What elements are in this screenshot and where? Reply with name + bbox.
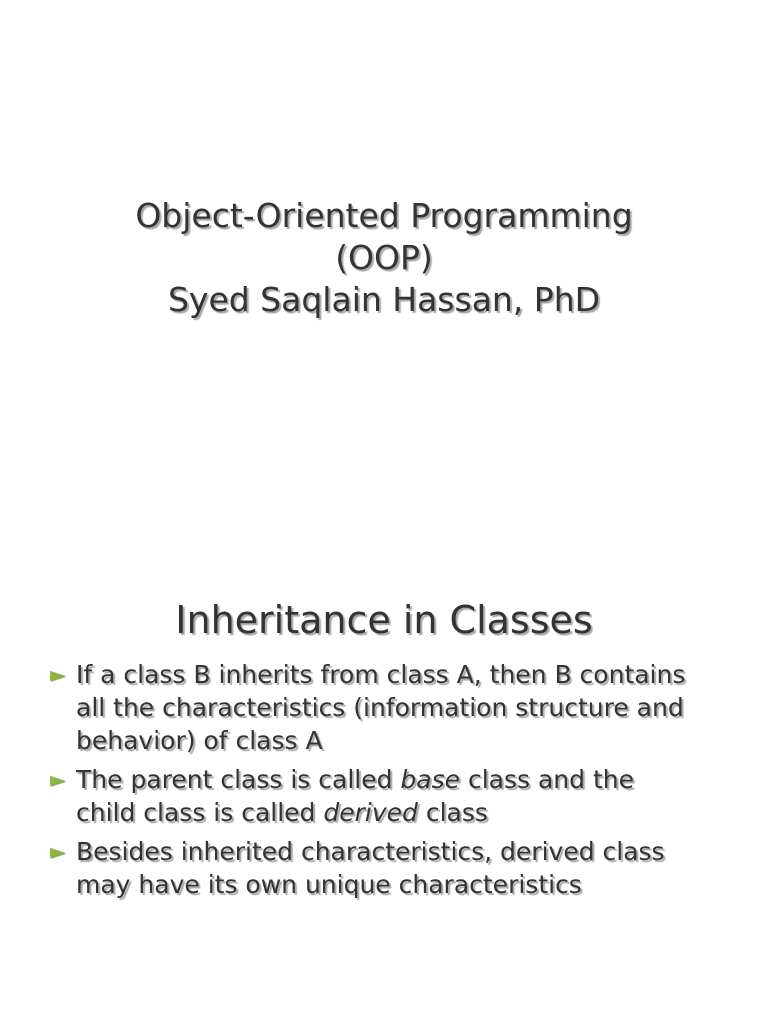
bullet-text-line: Besides inherited characteristics, derived class <box>76 837 665 866</box>
slide-title <box>0 195 768 321</box>
emphasis-base: base <box>400 765 461 794</box>
slide-heading: Inheritance in Classes <box>175 598 593 642</box>
bullet-item <box>48 763 738 829</box>
bullet-text-segment: child class is called <box>76 798 324 827</box>
bullet-text-segment: class and the <box>460 765 634 794</box>
bullet-text-line: behavior) of class A <box>76 726 323 755</box>
triangle-right-icon: ► <box>50 767 66 791</box>
bullet-text-segment: class <box>417 798 488 827</box>
bullet-text-line: If a class B inherits from class A, then B contains <box>76 660 686 689</box>
slide-author-line: Syed Saqlain Hassan, PhD <box>167 280 601 319</box>
bullet-item <box>48 835 738 901</box>
triangle-right-icon: ► <box>50 662 66 686</box>
slide-title-line-2: (OOP) <box>335 238 433 277</box>
slide-title-line-1: Object-Oriented Programming <box>135 196 633 235</box>
inheritance-slide <box>0 512 768 1024</box>
bullet-text-line <box>76 763 738 796</box>
bullet-item <box>48 658 738 757</box>
bullet-text-segment: The parent class is called <box>76 765 401 794</box>
bullet-text-line <box>76 796 738 829</box>
triangle-right-icon: ► <box>50 839 66 863</box>
bullet-text-line: all the characteristics (information structure and <box>76 693 684 722</box>
emphasis-derived: derived <box>323 798 418 827</box>
bullet-list <box>48 658 738 907</box>
bullet-text-line: may have its own unique characteristics <box>76 870 582 899</box>
